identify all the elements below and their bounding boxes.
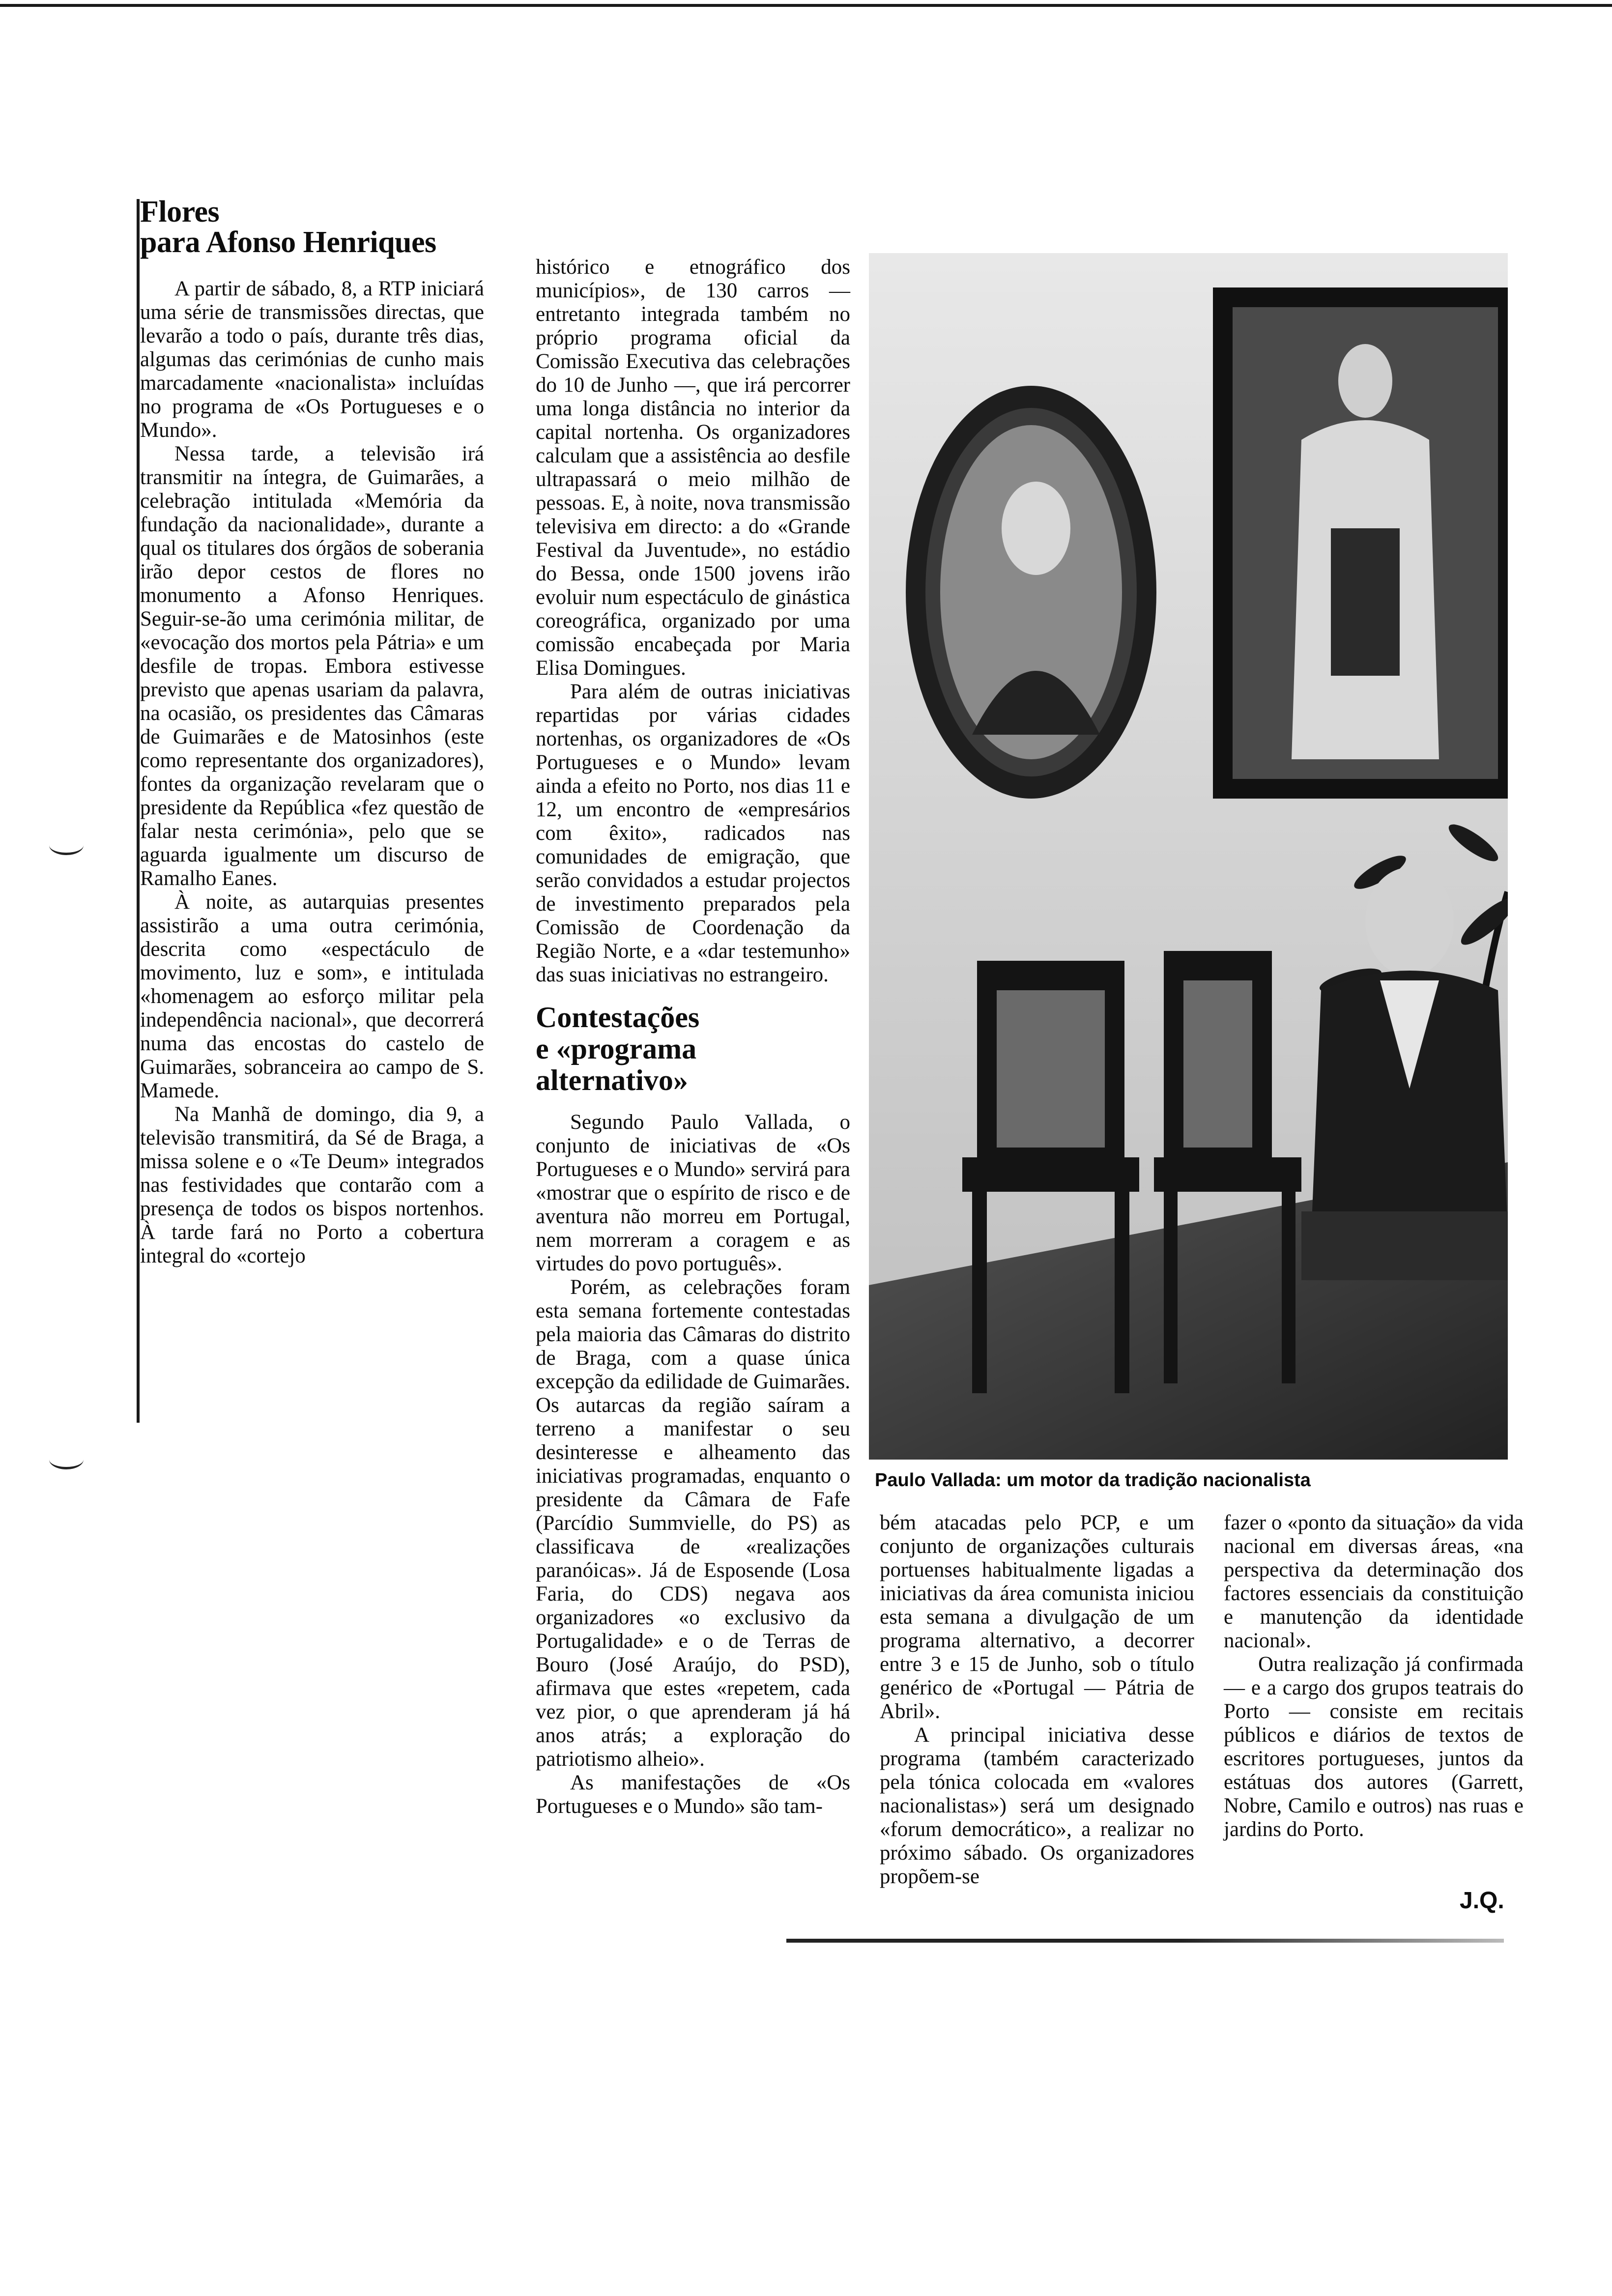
subheading: [536, 1002, 850, 1096]
article-column-4: [1224, 1511, 1524, 1841]
photo-caption: Paulo Vallada: um motor da tradição nacionalista: [875, 1470, 1311, 1491]
paragraph: Na Manhã de domingo, dia 9, a televisão transmitirá, da Sé de Braga, a missa solene e o «Te Deum» integrados nas festividades que contarão com a presença de todos os bispos nortenhos. À tarde fará no Porto a cobertura integral do «cortejo: [140, 1103, 484, 1267]
paragraph: Nessa tarde, a televisão irá transmitir na íntegra, de Guimarães, a celebração intitulada «Memória da fundação da nacionalidade», durante a qual os titulares dos órgãos de soberania irão depor cestos de flores no monumento a Afonso Henriques. Seguir-se-ão uma cerimónia militar, de «evocação dos mortos pela Pátria» e um desfile de tropas. Embora estivesse previsto que apenas usariam da palavra, na ocasião, os presidentes das Câmaras de Guimarães e de Matosinhos (este como representante dos organizadores), fontes da organização revelaram que o presidente da República «fez questão de falar nesta cerimónia», pelo que se aguarda igualmente um discurso de Ramalho Eanes.: [140, 442, 484, 890]
top-rule: [0, 4, 1612, 7]
article-photo: [869, 253, 1508, 1460]
bottom-rule: [786, 1939, 1504, 1943]
subheading-line-2: e «programa: [536, 1033, 697, 1065]
paragraph: Segundo Paulo Vallada, o conjunto de iniciativas de «Os Portugueses e o Mundo» servirá para «mostrar que o espírito de risco e de aventura não morreu em Portugal, nem morreram a coragem e as virtudes do povo português».: [536, 1111, 850, 1275]
photo-illustration: [869, 253, 1508, 1460]
subheading-line-3: alternativo»: [536, 1064, 688, 1096]
binder-hole-mark: [49, 1450, 84, 1469]
headline-line-1: Flores: [140, 195, 220, 229]
author-signature: J.Q.: [1460, 1888, 1504, 1914]
paragraph: Porém, as celebrações foram esta semana fortemente contestadas pela maioria das Câmaras do distrito de Braga, com a quase única excepção da edilidade de Guimarães. Os autarcas da região saíram a terreno a manifestar o seu desinteresse e alheamento das iniciativas programadas, enquanto o presidente da Câmara de Fafe (Parcídio Summvielle, do PS) as classificava de «realizações paranóicas». Já de Esposende (Losa Faria, do CDS) negava aos organizadores «o exclusivo da Portugalidade» e o de Terras de Bouro (José Araújo, do PSD), afirmava que estes «repetem, cada vez pior, o que aprenderam já há anos atrás; a exploração do patriotismo alheio».: [536, 1276, 850, 1771]
column-rule: [137, 199, 140, 1423]
article-column-1: [140, 197, 484, 1268]
paragraph: As manifestações de «Os Portugueses e o Mundo» são tam-: [536, 1771, 850, 1818]
paragraph: À noite, as autarquias presentes assistirão a uma outra cerimónia, descrita como «espectáculo de movimento, luz e som», e intitulada «homenagem ao esforço militar pela independência nacional», que decorrerá numa das encostas do castelo de Guimarães, sobranceira ao campo de S. Mamede.: [140, 890, 484, 1102]
paragraph: Para além de outras iniciativas repartidas por várias cidades nortenhas, os organizadores de «Os Portugueses e o Mundo» levam ainda a efeito no Porto, nos dias 11 e 12, um encontro de «empresários com êxito», radicados nas comunidades de emigração, que serão convidados a estudar projectos de investimento preparados pela Comissão de Coordenação da Região Norte, e a «dar testemunho» das suas iniciativas no estrangeiro.: [536, 680, 850, 986]
headline: [140, 197, 484, 258]
headline-line-2: para Afonso Henriques: [140, 226, 436, 259]
paragraph: bém atacadas pelo PCP, e um conjunto de organizações culturais portuenses habitualmente ligadas a iniciativas da área comunista iniciou esta semana a divulgação de um programa alternativo, a decorrer entre 3 e 15 de Junho, sob o título genérico de «Portugal — Pátria de Abril».: [880, 1511, 1194, 1723]
paragraph: A principal iniciativa desse programa (também caracterizado pela tónica colocada em «valores nacionalistas») será um designado «forum democrático», a realizar no próximo sábado. Os organizadores propõem-se: [880, 1723, 1194, 1888]
binder-hole-mark: [49, 835, 84, 855]
subheading-line-1: Contestações: [536, 1001, 700, 1033]
paragraph: fazer o «ponto da situação» da vida nacional em diversas áreas, «na perspectiva da determinação dos factores essenciais da constituição e manutenção da identidade nacional».: [1224, 1511, 1524, 1652]
paragraph: histórico e etnográfico dos municípios», de 130 carros — entretanto integrada também no próprio programa oficial da Comissão Executiva das celebrações do 10 de Junho —, que irá percorrer uma longa distância no interior da capital nortenha. Os organizadores calculam que a assistência ao desfile ultrapassará o meio milhão de pessoas. E, à noite, nova transmissão televisiva em directo: a do «Grande Festival da Juventude», no estádio do Bessa, onde 1500 jovens irão evoluir num espectáculo de ginástica coreográfica, organizado por uma comissão encabeçada por Maria Elisa Domingues.: [536, 256, 850, 680]
paragraph: Outra realização já confirmada — e a cargo dos grupos teatrais do Porto — consiste em recitais públicos e diários de textos de escritores portugueses, juntos da estátuas dos autores (Garrett, Nobre, Camilo e outros) nas ruas e jardins do Porto.: [1224, 1653, 1524, 1841]
article-column-2: [536, 256, 850, 1818]
paragraph: A partir de sábado, 8, a RTP iniciará uma série de transmissões directas, que levarão a todo o país, durante três dias, algumas das cerimónias de cunho mais marcadamente «nacionalista» incluídas no programa de «Os Portugueses e o Mundo».: [140, 277, 484, 442]
article-column-3: [880, 1511, 1194, 1889]
